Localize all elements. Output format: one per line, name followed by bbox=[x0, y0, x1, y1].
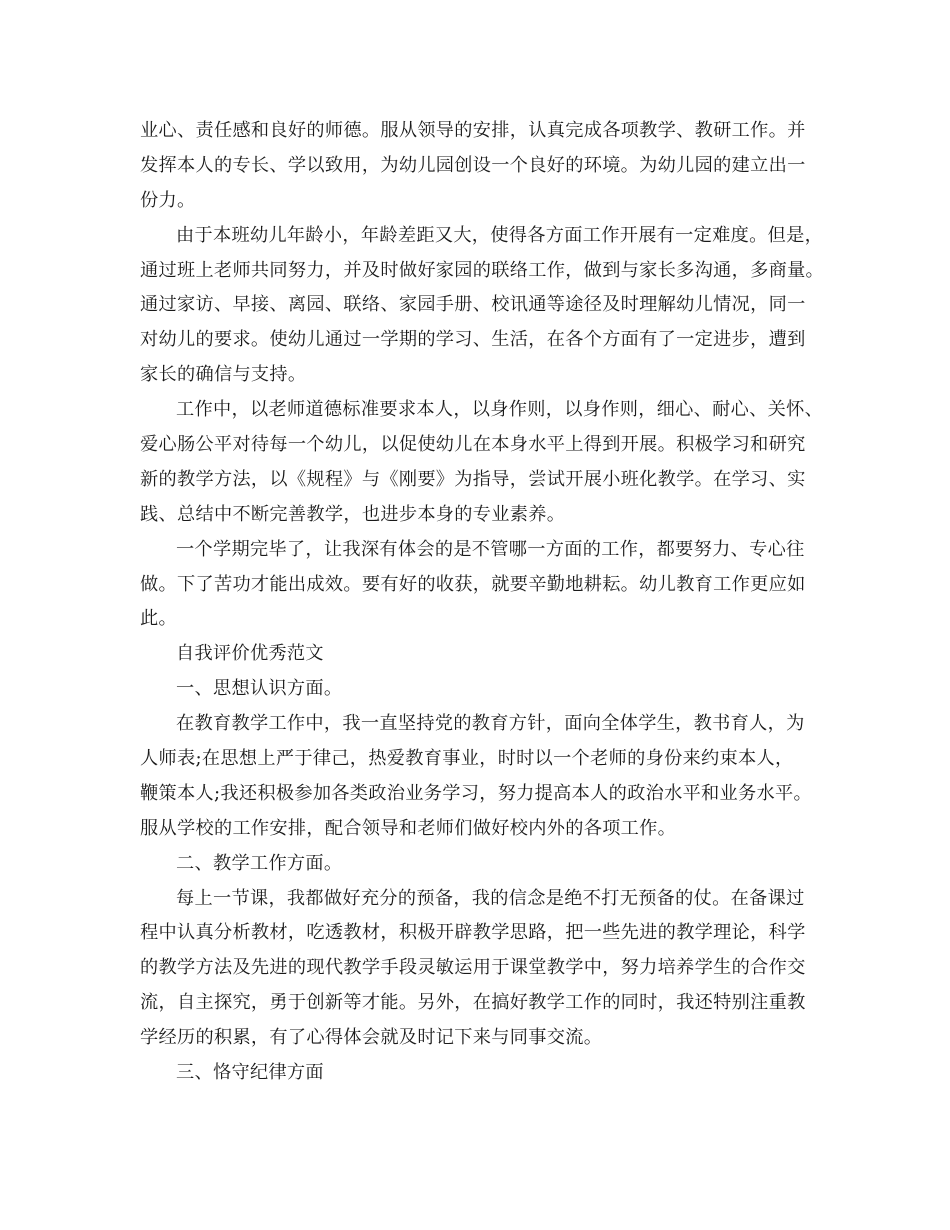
paragraph-line: 流，自主探究，勇于创新等才能。另外，在搞好教学工作的同时，我还特别注重教 bbox=[140, 992, 806, 1014]
paragraph-first-line: 二、教学工作方面。 bbox=[176, 852, 343, 874]
paragraph-first-line: 一个学期完毕了，让我深有体会的是不管哪一方面的工作，都要努力、专心往 bbox=[176, 538, 805, 560]
paragraph-line: 业心、责任感和良好的师德。服从领导的安排，认真完成各项教学、教研工作。并 bbox=[140, 120, 806, 141]
paragraph-line: 对幼儿的要求。使幼儿通过一学期的学习、生活，在各个方面有了一定进步，遭到 bbox=[140, 329, 806, 351]
paragraph-line: 践、总结中不断完善教学，也进步本身的专业素养。 bbox=[140, 503, 566, 525]
paragraph-line: 的教学方法及先进的现代教学手段灵敏运用于课堂教学中，努力培养学生的合作交 bbox=[140, 957, 806, 979]
paragraph-first-line: 三、恪守纪律方面 bbox=[176, 1062, 324, 1084]
paragraph-line: 通过家访、早接、离园、联络、家园手册、校讯通等途径及时理解幼儿情况，同一 bbox=[140, 294, 806, 316]
paragraph-line: 服从学校的工作安排，配合领导和老师们做好校内外的各项工作。 bbox=[140, 817, 677, 839]
paragraph-line: 做。下了苦功才能出成效。要有好的收获，就要辛勤地耕耘。幼儿教育工作更应如 bbox=[140, 573, 806, 595]
paragraph-first-line: 在教育教学工作中，我一直坚持党的教育方针，面向全体学生，教书育人，为 bbox=[176, 713, 805, 735]
paragraph-line: 新的教学方法，以《规程》与《刚要》为指导，尝试开展小班化教学。在学习、实 bbox=[140, 468, 806, 490]
paragraph-line: 通过班上老师共同努力，并及时做好家园的联络工作，做到与家长多沟通，多商量。 bbox=[140, 259, 825, 281]
paragraph-first-line: 自我评价优秀范文 bbox=[176, 643, 324, 665]
paragraph-first-line: 每上一节课，我都做好充分的预备，我的信念是绝不打无预备的仗。在备课过 bbox=[176, 887, 805, 909]
paragraph-line: 人师表;在思想上严于律己，热爱教育事业，时时以一个老师的身份来约束本人， bbox=[140, 748, 794, 770]
paragraph-first-line: 由于本班幼儿年龄小，年龄差距又大，使得各方面工作开展有一定难度。但是， bbox=[176, 224, 824, 246]
document-body bbox=[140, 114, 825, 1091]
paragraph-line: 鞭策本人;我还积极参加各类政治业务学习，努力提高本人的政治水平和业务水平。 bbox=[140, 782, 812, 804]
paragraph-line: 程中认真分析教材，吃透教材，积极开辟教学思路，把一些先进的教学理论，科学 bbox=[140, 922, 806, 944]
paragraph-first-line: 一、思想认识方面。 bbox=[176, 678, 343, 700]
paragraph-first-line: 工作中，以老师道德标准要求本人，以身作则，以身作则，细心、耐心、关怀、 bbox=[176, 399, 824, 421]
paragraph-line: 发挥本人的专长、学以致用，为幼儿园创设一个良好的环境。为幼儿园的建立出一 bbox=[140, 154, 806, 176]
paragraph-line: 学经历的积累，有了心得体会就及时记下来与同事交流。 bbox=[140, 1027, 603, 1049]
paragraph-line: 家长的确信与支持。 bbox=[140, 364, 307, 386]
paragraph-line: 份力。 bbox=[140, 189, 196, 211]
paragraph-line: 此。 bbox=[140, 608, 177, 630]
paragraph-line: 爱心肠公平对待每一个幼儿，以促使幼儿在本身水平上得到开展。积极学习和研究 bbox=[140, 434, 806, 456]
